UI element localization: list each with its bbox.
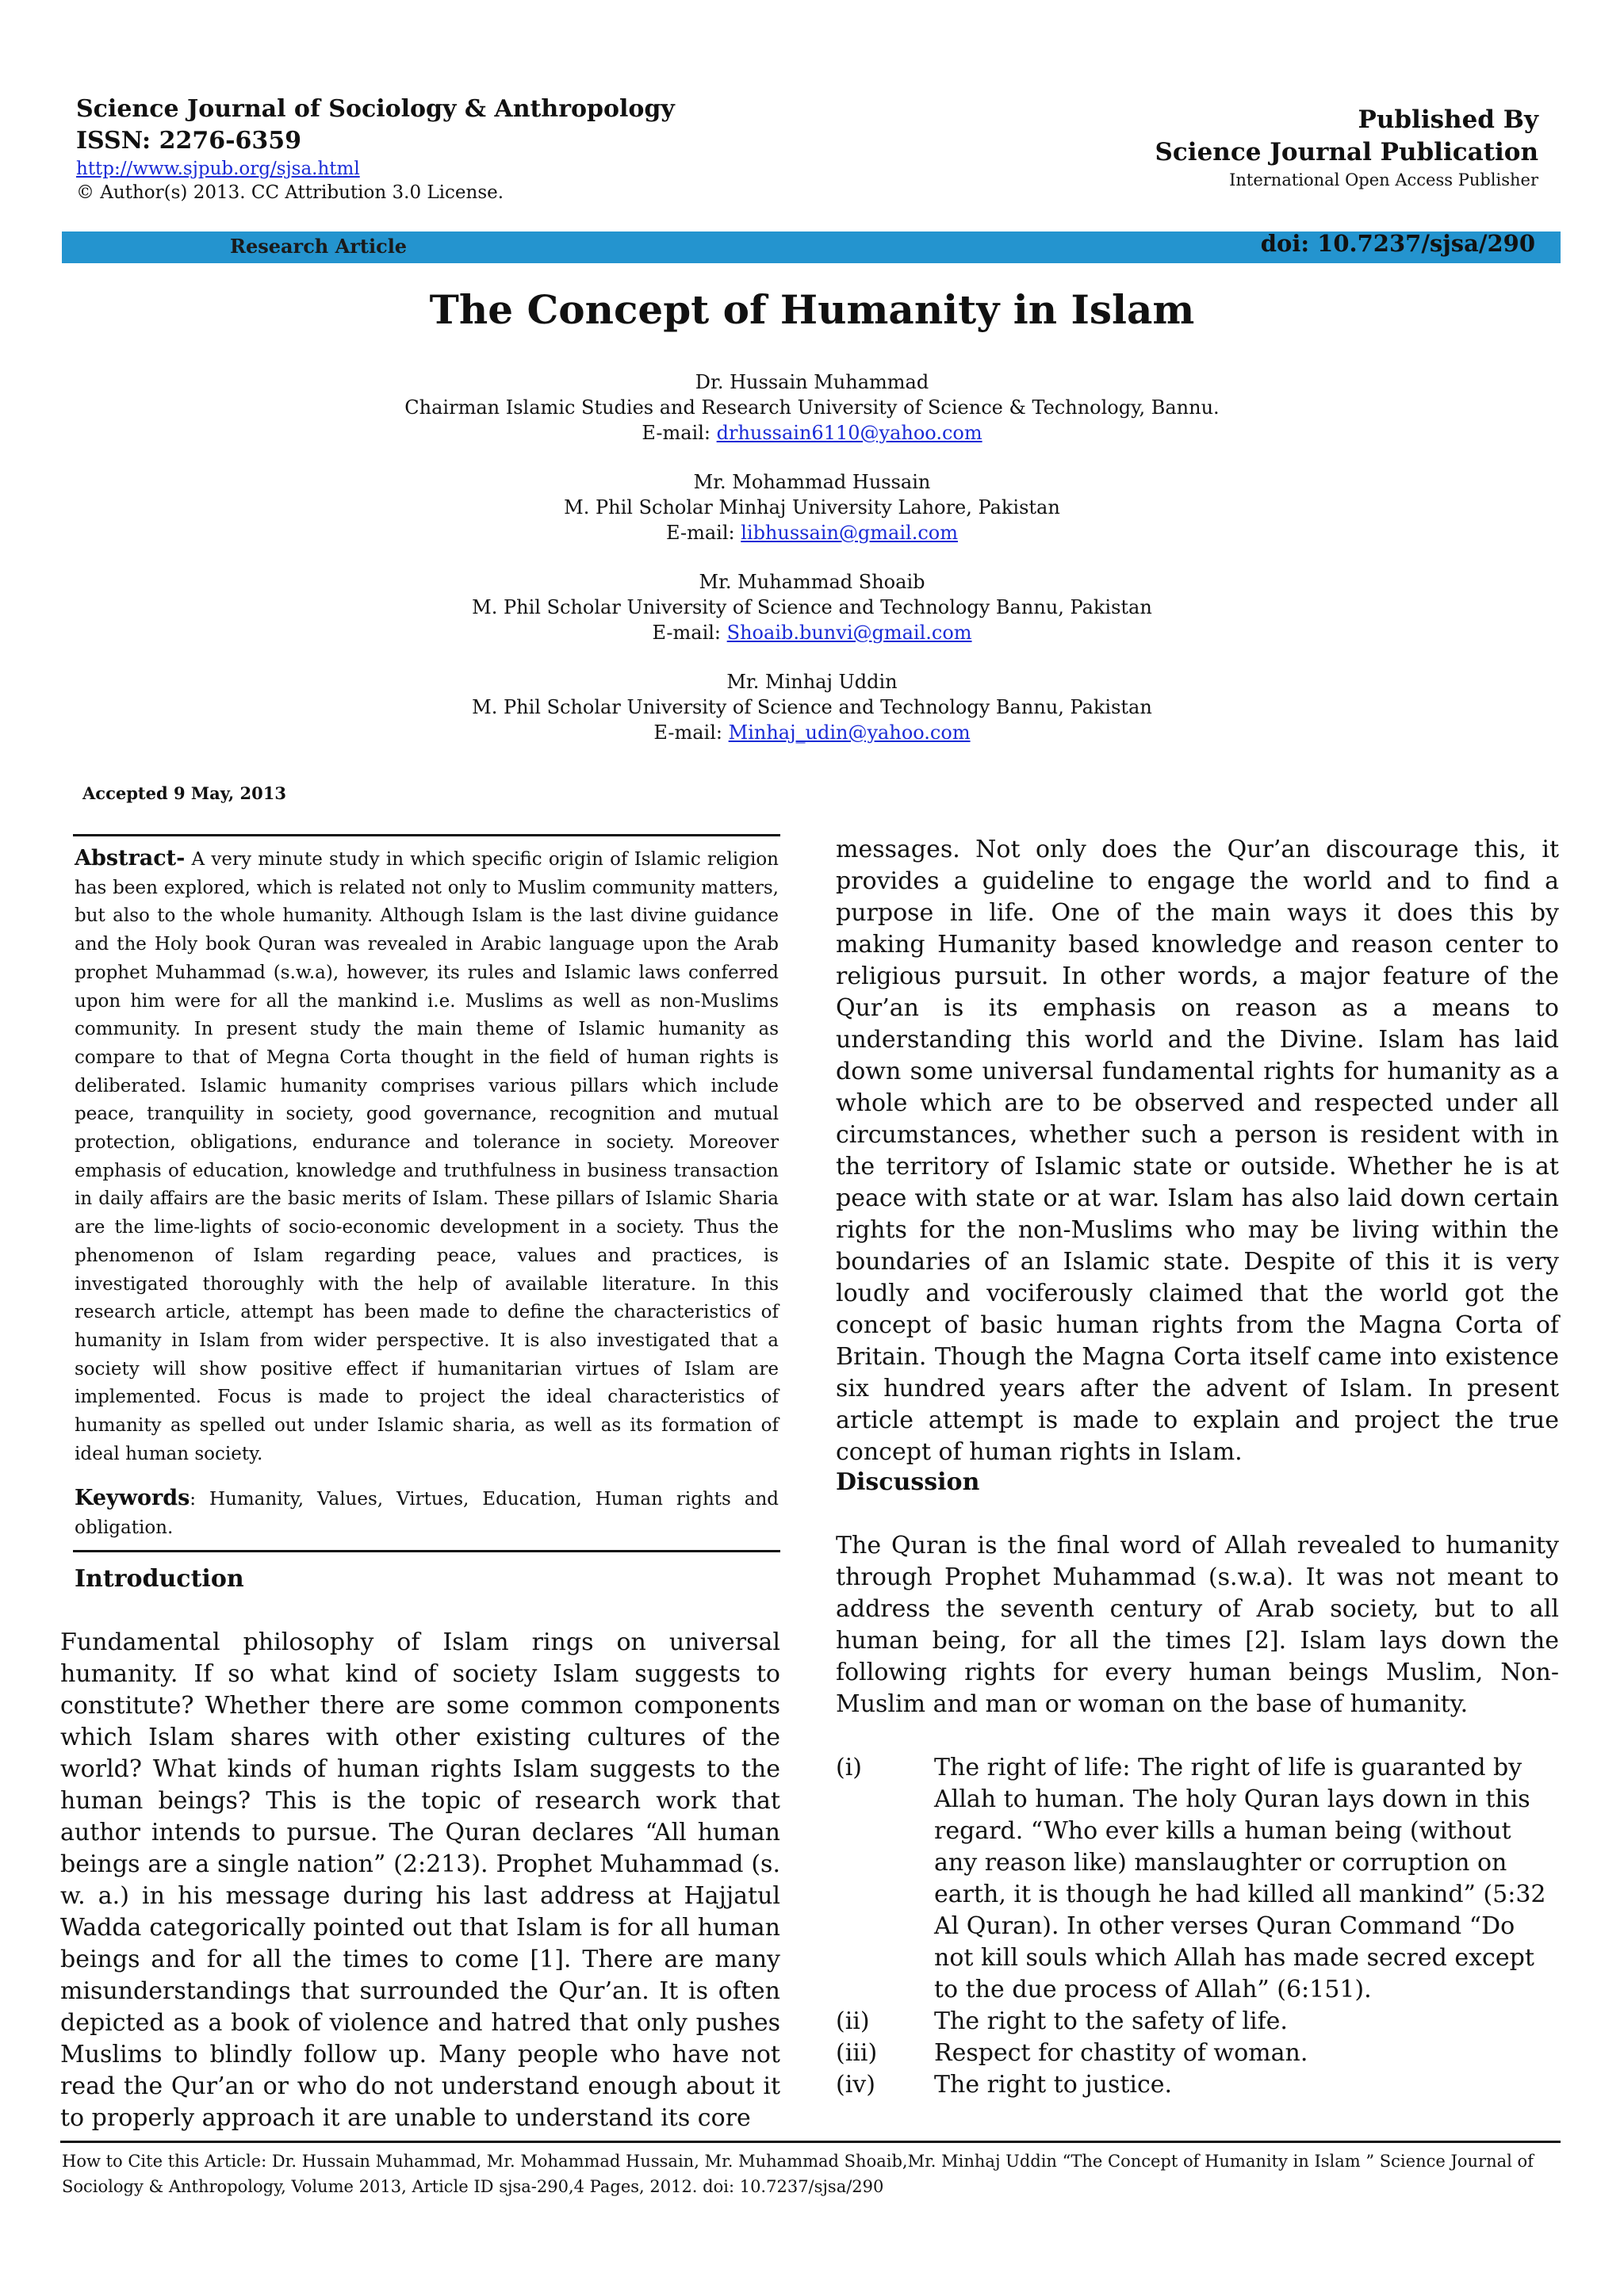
author-block (0, 669, 1624, 745)
issn: ISSN: 2276-6359 (76, 127, 302, 155)
license-text: © Author(s) 2013. CC Attribution 3.0 License. (76, 182, 504, 203)
publisher-header (983, 103, 1538, 192)
author-list (0, 369, 1624, 769)
email-label: E-mail: (666, 522, 741, 544)
list-item (836, 1752, 1559, 2006)
list-item-text: The right to the safety of life. (934, 2007, 1288, 2035)
author-name: Dr. Hussain Muhammad (695, 371, 929, 393)
introduction-heading: Introduction (75, 1565, 244, 1593)
publisher-name: Science Journal Publication (1155, 138, 1538, 166)
doi-label: doi: 10.7237/sjsa/290 (1260, 230, 1535, 257)
keywords-label: Keywords (75, 1486, 190, 1511)
list-item-number: (i) (836, 1754, 863, 1781)
author-affiliation: M. Phil Scholar University of Science and Technology Bannu, Pakistan (472, 696, 1152, 718)
list-item-number: (iii) (836, 2039, 878, 2067)
author-name: Mr. Muhammad Shoaib (699, 571, 925, 593)
list-item-number: (ii) (836, 2007, 870, 2035)
paper-title: The Concept of Humanity in Islam (429, 286, 1195, 333)
author-email-link[interactable]: Shoaib.bunvi@gmail.com (726, 622, 972, 644)
abstract-text: A very minute study in which specific origin of Islamic religion has been explored, which is related not only to Muslim community matters, but also to the whole humanity. Although Islam is the last divine guidance and the Holy book Quran was revealed in Arabic language upon the Arab prophet Muhammad (s.w.a), however, its rules and Islamic laws conferred upon him were for all the mankind i.e. Muslims as well as non-Muslims community. In present study the main theme of Islamic humanity as compare to that of Megna Corta thought in the field of human rights is deliberated. Islamic humanity comprises various pillars which include peace, tranquility in society, good governance, recognition and mutual protection, obligations, endurance and tolerance in society. Moreover emphasis of education, knowledge and truthfulness in business transaction in daily affairs are the basic merits of Islam. These pillars of Islamic Sharia are the lime-lights of socio-economic development in a society. Thus the phenomenon of Islam regarding peace, values and practices, is investigated thoroughly with the help of available literature. In this research article, attempt has been made to define the characteristics of humanity in Islam from wider perspective. It is also investigated that a society will show positive effect if humanitarian virtues of Islam are implemented. Focus is made to project the ideal characteristics of humanity as spelled out under Islamic sharia, as well as its formation of ideal human society. (75, 849, 779, 1464)
citation-text: How to Cite this Article: Dr. Hussain Muhammad, Mr. Mohammad Hussain, Mr. Muhammad Shoaib,Mr. Minhaj Uddin “The Concept of Humanity in Islam ” Science Journal of Sociology & Anthropology, Volume 2013, Article ID sjsa-290,4 Pages, 2012. doi: 10.7237/sjsa/290 (62, 2152, 1534, 2196)
list-item-number: (iv) (836, 2071, 875, 2099)
discussion-paragraph: The Quran is the final word of Allah revealed to humanity through Prophet Muhammad (s.w.a). It was not meant to address the seventh century of Arab society, but to all human being, for all the times [2]. Islam lays down the following rights for every human beings Muslim, Non-Muslim and man or woman on the base of humanity. (836, 1532, 1559, 1718)
journal-header (76, 94, 726, 205)
author-block (0, 469, 1624, 545)
keywords-paragraph (75, 1484, 779, 1542)
author-email-line (0, 420, 1624, 446)
abstract-paragraph (75, 844, 779, 1468)
author-affiliation: M. Phil Scholar University of Science and Technology Bannu, Pakistan (472, 596, 1152, 618)
author-affiliation: M. Phil Scholar Minhaj University Lahore, Pakistan (564, 496, 1060, 519)
introduction-paragraph: Fundamental philosophy of Islam rings on universal humanity. If so what kind of society Islam suggests to constitute? Whether there are some common components which Islam shares with other existing cultures of the world? What kinds of human rights Islam suggests to the human beings? This is the topic of research work that author intends to pursue. The Quran declares “All human beings are a single nation” (2:213). Prophet Muhammad (s. w. a.) in his message during his last address at Hajjatul Wadda categorically pointed out that Islam is for all human beings and for all the times to come [1]. There are many misunderstandings that surrounded the Qur’an. It is often depicted as a book of violence and hatred that only pushes Muslims to blindly follow up. Many people who have not read the Qur’an or who do not understand enough about it to properly approach it are unable to understand its core (60, 1628, 780, 2132)
keywords-text: : Humanity, Values, Virtues, Education, Human rights and obligation. (75, 1489, 779, 1539)
abstract-label: Abstract- (75, 846, 186, 871)
email-label: E-mail: (653, 721, 729, 744)
author-email-link[interactable]: libhussain@gmail.com (741, 522, 958, 544)
journal-url-link[interactable]: http://www.sjpub.org/sjsa.html (76, 159, 360, 179)
author-email-line (0, 520, 1624, 545)
list-item (836, 2069, 1559, 2101)
list-item-text: The right to justice. (934, 2071, 1173, 2099)
footer-divider (60, 2141, 1561, 2143)
list-item (836, 2038, 1559, 2069)
continuation-paragraph: messages. Not only does the Qur’an discourage this, it provides a guideline to engage the world and to find a purpose in life. One of the main ways it does this by making Humanity based knowledge and reason center to religious pursuit. In other words, a major feature of the Qur’an is its emphasis on reason as a means to understanding this world and the Divine. Islam has laid down some universal fundamental rights for humanity as a whole which are to be observed and respected under all circumstances, whether such a person is resident with in the territory of Islamic state or outside. Whether he is at peace with state or at war. Islam has also laid down certain rights for the non-Muslims who may be living within the boundaries of an Islamic state. Despite of this it is very loudly and vociferously claimed that the world got the concept of basic human rights from the Magna Corta of Britain. Though the Magna Corta itself came into existence six hundred years after the advent of Islam. In present article attempt is made to explain and project the true concept of human rights in Islam. (836, 836, 1559, 1466)
list-item-text: Respect for chastity of woman. (934, 2039, 1308, 2067)
author-affiliation: Chairman Islamic Studies and Research University of Science & Technology, Bannu. (404, 396, 1220, 419)
list-item-text: The right of life: The right of life is guaranted by Allah to human. The holy Quran lays down in this regard. “Who ever kills a human being (without any reason like) manslaughter or corruption on earth, it is though he had killed all mankind” (5:32 Al Quran). In other verses Quran Command “Do not kill souls which Allah has made secred except to the due process of Allah” (6:151). (934, 1754, 1546, 2003)
email-label: E-mail: (652, 622, 727, 644)
author-email-link[interactable]: Minhaj_udin@yahoo.com (728, 721, 971, 744)
author-name: Mr. Mohammad Hussain (693, 471, 931, 493)
author-email-line (0, 720, 1624, 745)
article-type-label: Research Article (230, 235, 408, 258)
article-type-bar (62, 232, 1561, 263)
author-email-link[interactable]: drhussain6110@yahoo.com (716, 422, 982, 444)
abstract-box (73, 834, 780, 1552)
journal-title: Science Journal of Sociology & Anthropology (76, 95, 675, 123)
publisher-tagline: International Open Access Publisher (1229, 170, 1538, 189)
rights-list (836, 1752, 1559, 2101)
accepted-date: Accepted 9 May, 2013 (82, 783, 287, 803)
author-block (0, 569, 1624, 645)
published-by-label: Published By (1358, 105, 1538, 134)
discussion-heading: Discussion (836, 1468, 980, 1496)
list-item (836, 2006, 1559, 2038)
right-column (836, 834, 1559, 1468)
email-label: E-mail: (642, 422, 717, 444)
author-block (0, 369, 1624, 446)
author-email-line (0, 620, 1624, 645)
author-name: Mr. Minhaj Uddin (726, 671, 898, 693)
